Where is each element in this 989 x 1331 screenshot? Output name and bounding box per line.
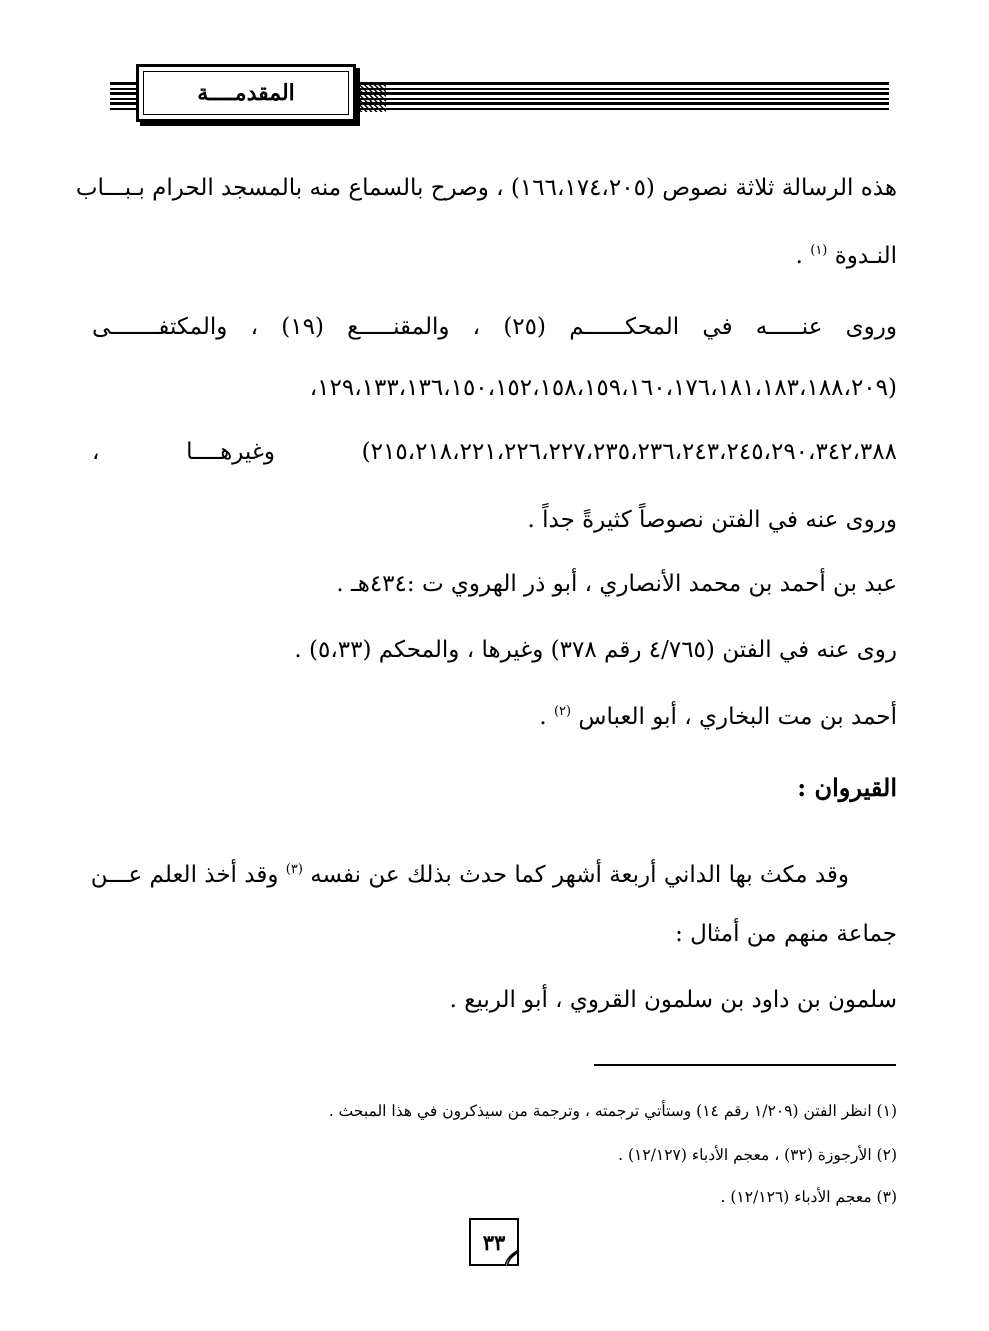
chapter-title: المقدمــــة: [197, 80, 295, 106]
footnote-ref-1: (١): [810, 243, 828, 258]
footnote-ref-2: (٢): [553, 704, 572, 719]
body-line-4: (١٢٩،١٣٣،١٣٦،١٥٠،١٥٢،١٥٨،١٥٩،١٦٠،١٧٦،١٨١،١٨٣،١٨٨،٢٠٩،: [309, 375, 897, 401]
footnote-rule: [594, 1064, 896, 1066]
body-para-2: جماعة منهم من أمثال :: [675, 921, 897, 947]
body-line-7: عبد بن أحمد بن محمد الأنصاري ، أبو ذر الهروي ت :٤٣٤هـ .: [336, 571, 897, 597]
footnote-2: (٢) الأرجوزة (٣٢) ، معجم الأدباء (١٢/١٢٧) .: [618, 1146, 897, 1164]
body-line-9-end: .: [539, 704, 554, 730]
body-line-2: [796, 235, 897, 272]
body-line-1: هذه الرسالة ثلاثة نصوص (١٦٦،١٧٤،٢٠٥) ، وصرح بالسماع منه بالمسجد الحرام بـبـــاب: [75, 175, 897, 201]
body-line-8: روى عنه في الفتن (٤/٧٦٥ رقم ٣٧٨) وغيرها ، والمحكم (٥،٣٣) .: [294, 637, 897, 663]
footnote-1: (١) انظر الفتن (١/٢٠٩ رقم ١٤) وستأتي ترجمته ، وترجمة من سيذكرون في هذا المبحث .: [328, 1102, 897, 1120]
body-line-9: [539, 696, 897, 733]
page-curl-icon: [505, 1250, 519, 1266]
body-para-3: سلمون بن داود بن سلمون القروي ، أبو الربيع .: [449, 987, 897, 1013]
body-line-9-text: أحمد بن مت البخاري ، أبو العباس: [578, 704, 897, 730]
body-line-2-end: .: [795, 243, 811, 269]
chapter-title-box: [136, 64, 356, 122]
body-line-6: وروى عنه في الفتن نصوصاً كثيرةً جداً .: [527, 507, 897, 533]
body-para-1-end: وقد أخذ العلم عـــن: [90, 862, 286, 888]
body-line-3: وروى عنـــــه في المحكــــــم (٢٥) ، والمقنـــــع (١٩) ، والمكتفـــــــى: [92, 314, 897, 340]
body-line-5: ٢١٥،٢١٨،٢٢١،٢٢٦،٢٢٧،٢٣٥،٢٣٦،٢٤٣،٢٤٥،٢٩٠،٣٤٢،٣٨٨) وغيرهــــا ،: [92, 439, 897, 465]
footnote-3: (٣) معجم الأدباء (١٢/١٢٦) .: [720, 1188, 897, 1206]
body-para-1-text: وقد مكث بها الداني أربعة أشهر كما حدث بذلك عن نفسه: [310, 862, 849, 888]
header-hatch: [356, 84, 386, 112]
body-line-2-text: النـدوة: [834, 243, 897, 269]
page-number: ٣٣: [482, 1229, 506, 1255]
section-heading: القيروان :: [797, 773, 897, 802]
body-para-1: [92, 854, 849, 891]
footnote-ref-3: (٣): [285, 862, 303, 877]
